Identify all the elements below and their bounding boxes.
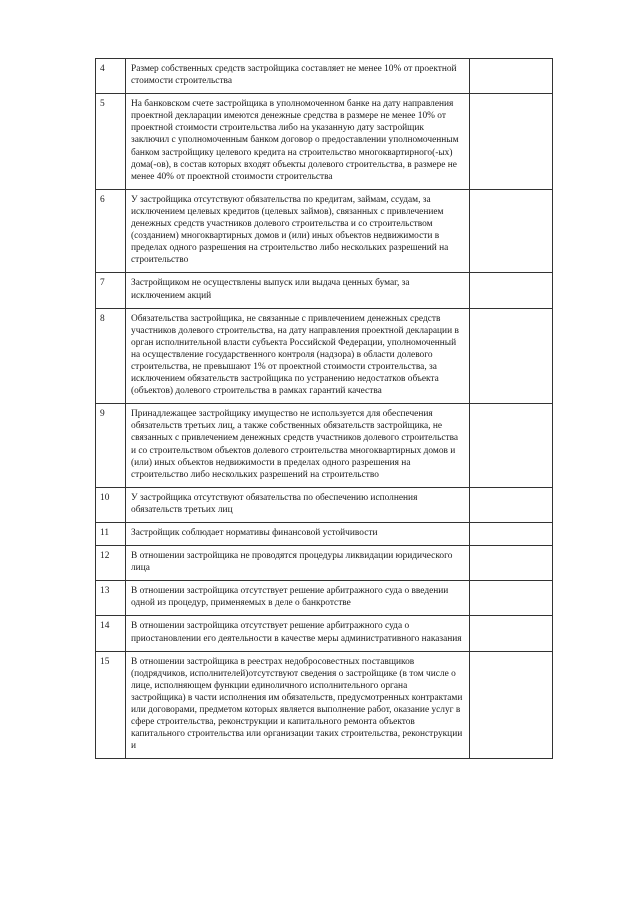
compliance-cell[interactable] (470, 616, 553, 651)
compliance-cell[interactable] (470, 308, 553, 404)
requirement-text: Размер собственных средств застройщика составляет не менее 10% от проектной стоимости строительства (126, 59, 470, 94)
row-number: 6 (96, 189, 126, 273)
compliance-cell[interactable] (470, 273, 553, 308)
row-number: 4 (96, 59, 126, 94)
table-row (96, 59, 553, 94)
compliance-cell[interactable] (470, 546, 553, 581)
requirement-text: У застройщика отсутствуют обязательства по обеспечению исполнения обязательств третьих лиц (126, 487, 470, 522)
table-row (96, 581, 553, 616)
row-number: 7 (96, 273, 126, 308)
table-row (96, 616, 553, 651)
compliance-cell[interactable] (470, 59, 553, 94)
requirement-text: Принадлежащее застройщику имущество не используется для обеспечения обязательств третьих лиц, а также собственных обязательств застройщика, не связанных с привлечением денежных средств участников долевого строительства и со строительством объектов долевого строительства многоквартирных домов и (или) иных объектов недвижимости в пределах одного разрешения на строительство либо нескольких разрешений на строительство (126, 404, 470, 488)
table-row (96, 404, 553, 488)
compliance-cell[interactable] (470, 581, 553, 616)
table-row (96, 546, 553, 581)
row-number: 13 (96, 581, 126, 616)
table-row (96, 651, 553, 759)
compliance-cell[interactable] (470, 523, 553, 546)
row-number: 15 (96, 651, 126, 759)
requirement-text: Обязательства застройщика, не связанные с привлечением денежных средств участников долевого строительства, на дату направления проектной декларации в орган исполнительной власти субъекта Российской Федерации, уполномоченный на осуществление государственного контроля (надзора) в области долевого строительства, не превышают 1% от проектной стоимости строительства, за исключением обязательств застройщика по устранению недостатков объекта (объектов) долевого строительства в рамках гарантий качества (126, 308, 470, 404)
row-number: 10 (96, 487, 126, 522)
requirement-text: В отношении застройщика отсутствует решение арбитражного суда о приостановлении его деятельности в качестве меры административного наказания (126, 616, 470, 651)
compliance-cell[interactable] (470, 94, 553, 190)
requirement-text: У застройщика отсутствуют обязательства по кредитам, займам, ссудам, за исключением целевых кредитов (целевых займов), связанных с привлечением денежных средств участников долевого строительства и со строительством (созданием) многоквартирных домов и (или) иных объектов недвижимости в пределах одного разрешения на строительство либо нескольких разрешений на строительство (126, 189, 470, 273)
requirement-text: В отношении застройщика в реестрах недобросовестных поставщиков (подрядчиков, исполнителей)отсутствуют сведения о застройщике (в том числе о лице, исполняющем функции единоличного исполнительного органа застройщика) в части исполнения им обязательств, предусмотренных контрактами или договорами, предметом которых является выполнение работ, оказание услуг в сфере строительства, реконструкции и капитального ремонта объектов капитального строительства или организации таких строительства, реконструкции и (126, 651, 470, 759)
requirements-table (95, 58, 553, 759)
row-number: 8 (96, 308, 126, 404)
row-number: 9 (96, 404, 126, 488)
requirement-text: В отношении застройщика не проводятся процедуры ликвидации юридического лица (126, 546, 470, 581)
row-number: 14 (96, 616, 126, 651)
table-row (96, 308, 553, 404)
table-row (96, 94, 553, 190)
table-row (96, 487, 553, 522)
row-number: 12 (96, 546, 126, 581)
compliance-cell[interactable] (470, 404, 553, 488)
requirement-text: В отношении застройщика отсутствует решение арбитражного суда о введении одной из процедур, применяемых в деле о банкротстве (126, 581, 470, 616)
row-number: 11 (96, 523, 126, 546)
requirement-text: Застройщиком не осуществлены выпуск или выдача ценных бумаг, за исключением акций (126, 273, 470, 308)
compliance-cell[interactable] (470, 189, 553, 273)
row-number: 5 (96, 94, 126, 190)
requirement-text: Застройщик соблюдает нормативы финансовой устойчивости (126, 523, 470, 546)
compliance-cell[interactable] (470, 487, 553, 522)
table-row (96, 523, 553, 546)
requirement-text: На банковском счете застройщика в уполномоченном банке на дату направления проектной декларации имеются денежные средства в размере не менее 10% от проектной стоимости строительства либо на указанную дату застройщик заключил с уполномоченным банком договор о предоставлении уполномоченным банком застройщику целевого кредита на строительство многоквартирного(-ых) дома(-ов), в состав которых входят объекты долевого строительства, в размере не менее 40% от проектной стоимости строительства (126, 94, 470, 190)
compliance-cell[interactable] (470, 651, 553, 759)
table-row (96, 189, 553, 273)
table-row (96, 273, 553, 308)
